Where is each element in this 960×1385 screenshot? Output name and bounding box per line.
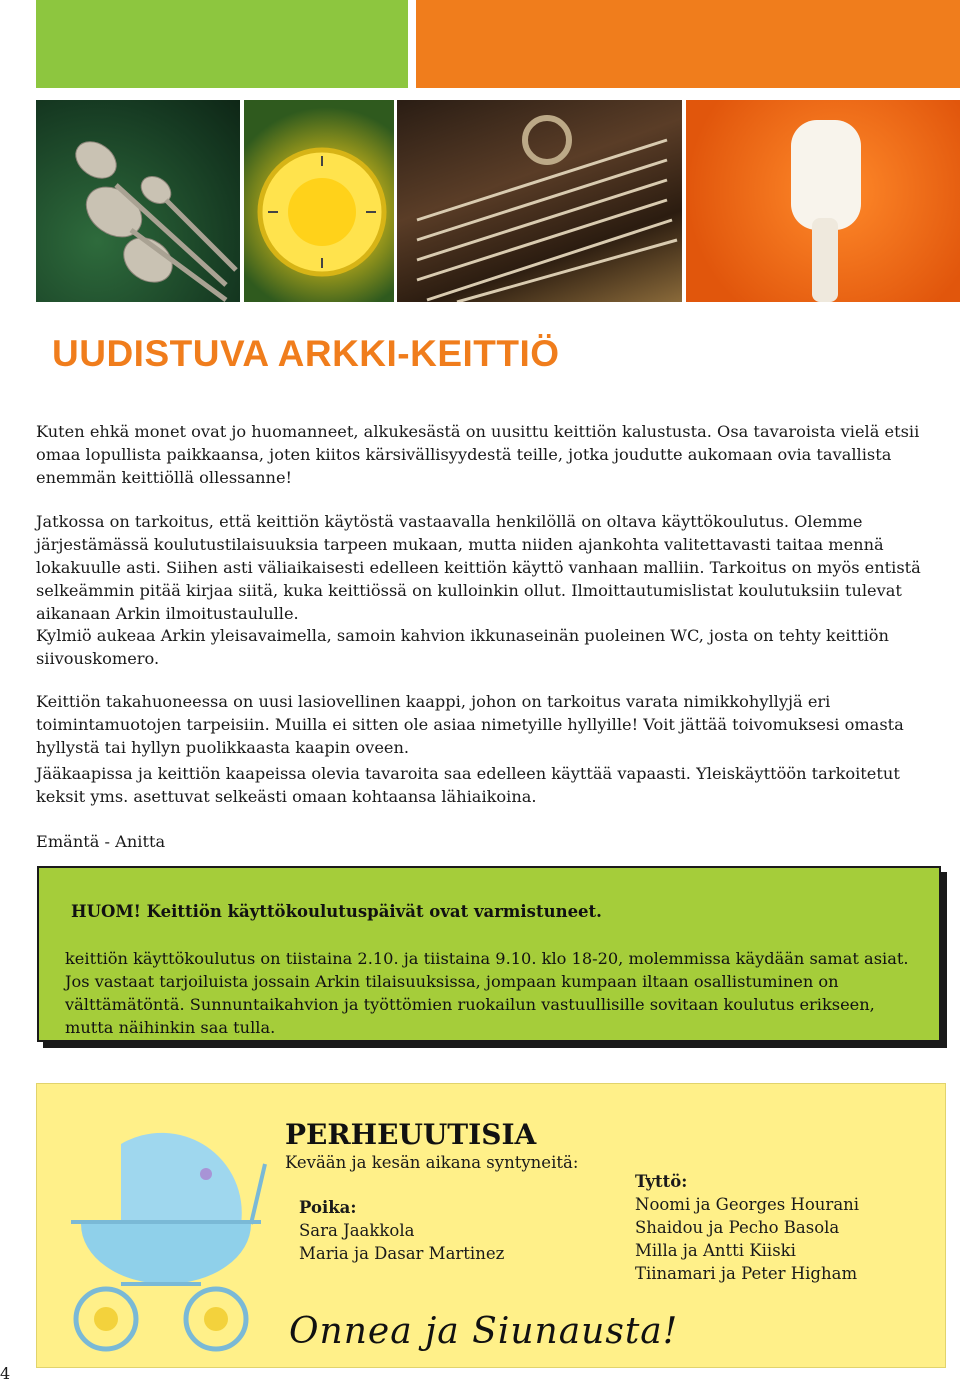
header-bar-orange (416, 0, 960, 88)
article-title: UUDISTUVA ARKKI-KEITTIÖ (52, 333, 560, 374)
list-item: Shaidou ja Pecho Basola (635, 1218, 840, 1237)
header-bar-green (36, 0, 408, 88)
congratulations-signoff: Onnea ja Siunausta! (289, 1311, 679, 1352)
measuring-spoons-image (36, 100, 240, 302)
notice-box (37, 866, 941, 1042)
family-news-box (36, 1083, 946, 1368)
article-paragraph-training: Jatkossa on tarkoitus, että keittiön käytöstä vastaavalla henkilöllä on oltava käyttökoulutus. Olemme järjestämässä koulutustilaisuuksia tarpeen mukaan, mutta niiden ajankohta valitettavasti taitaa mennä lokakuulle asti. Siihen asti väliaikaisesti edelleen keittiön käyttö vanhaan malliin. Tarkoitus on myös entistä selkeämmin pitää kirjaa siitä, kuka keittiössä on kulloinkin ollut. Ilmoittautumislistat koulutuksiin tulevat aikanaan Arkin ilmoitustaululle. (36, 512, 921, 623)
notice-title: HUOM! Keittiön käyttökoulutuspäivät ovat varmistuneet. (71, 902, 602, 921)
article-paragraph-intro: Kuten ehkä monet ovat jo huomanneet, alkukesästä on uusittu keittiön kalustusta. Osa tavaroista vielä etsii omaa lopullista paikkaansa, joten kiitos kärsivällisyydestä teille, jotka joudutte aukomaan ovia tavallista enemmän keittiöllä ollessanne! (36, 422, 920, 487)
page-number: 4 (0, 1364, 11, 1383)
list-item: Milla ja Antti Kiiski (635, 1241, 796, 1260)
timer-drawing (244, 100, 394, 302)
oven-rack-image (397, 100, 682, 302)
list-item: Tiinamari ja Peter Higham (635, 1264, 858, 1283)
oven-rack-drawing (397, 100, 682, 302)
boys-list (299, 1196, 504, 1265)
article-paragraph-fridge: Jääkaapissa ja keittiön kaapeissa olevia tavaroita saa edelleen käyttää vapaasti. Yleiskäyttöön tarkoitetut keksit yms. asettuvat selkeästi omaan kohtaansa lähiaikoina. (36, 764, 900, 806)
article-signature: Emäntä - Anitta (36, 832, 166, 851)
article-paragraph-cabinet: Keittiön takahuoneessa on uusi lasiovellinen kaappi, johon on tarkoitus varata nimikkohyllyjä eri toimintamuotojen tarpeisiin. Muilla ei sitten ole asiaa nimetyille hyllyille! Voit jättää toivomuksesi omasta hyllystä tai hyllyn puolikkaasta kaapin oveen. (36, 692, 904, 757)
boys-label: Poika: (299, 1198, 357, 1217)
spatula-image (686, 100, 960, 302)
baby-stroller-icon (51, 1104, 277, 1366)
family-news-title: PERHEUUTISIA (285, 1118, 537, 1151)
list-item: Maria ja Dasar Martinez (299, 1244, 505, 1263)
girls-label: Tyttö: (635, 1172, 688, 1191)
family-news-subtitle: Kevään ja kesän aikana syntyneitä: (285, 1153, 579, 1172)
notice-body: keittiön käyttökoulutus on tiistaina 2.10. ja tiistaina 9.10. klo 18-20, molemmissa käydään samat asiat. Jos vastaat tarjoiluista jossain Arkin tilaisuuksissa, jompaan kumpaan iltaan osallistuminen on välttämätöntä. Sunnuntaikahvion ja työttömien ruokailun vastuullisille sovitaan koulutus erikseen, mutta näihinkin saa tulla. (65, 949, 909, 1037)
measuring-spoons-drawing (36, 100, 240, 302)
article-paragraph-cold-room: Kylmiö aukeaa Arkin yleisavaimella, samoin kahvion ikkunaseinän puoleinen WC, josta on tehty keittiön siivouskomero. (36, 626, 889, 668)
list-item: Noomi ja Georges Hourani (635, 1195, 860, 1214)
list-item: Sara Jaakkola (299, 1221, 415, 1240)
girls-list (635, 1170, 859, 1285)
spatula-drawing (686, 100, 960, 302)
kitchen-timer-image (244, 100, 394, 302)
